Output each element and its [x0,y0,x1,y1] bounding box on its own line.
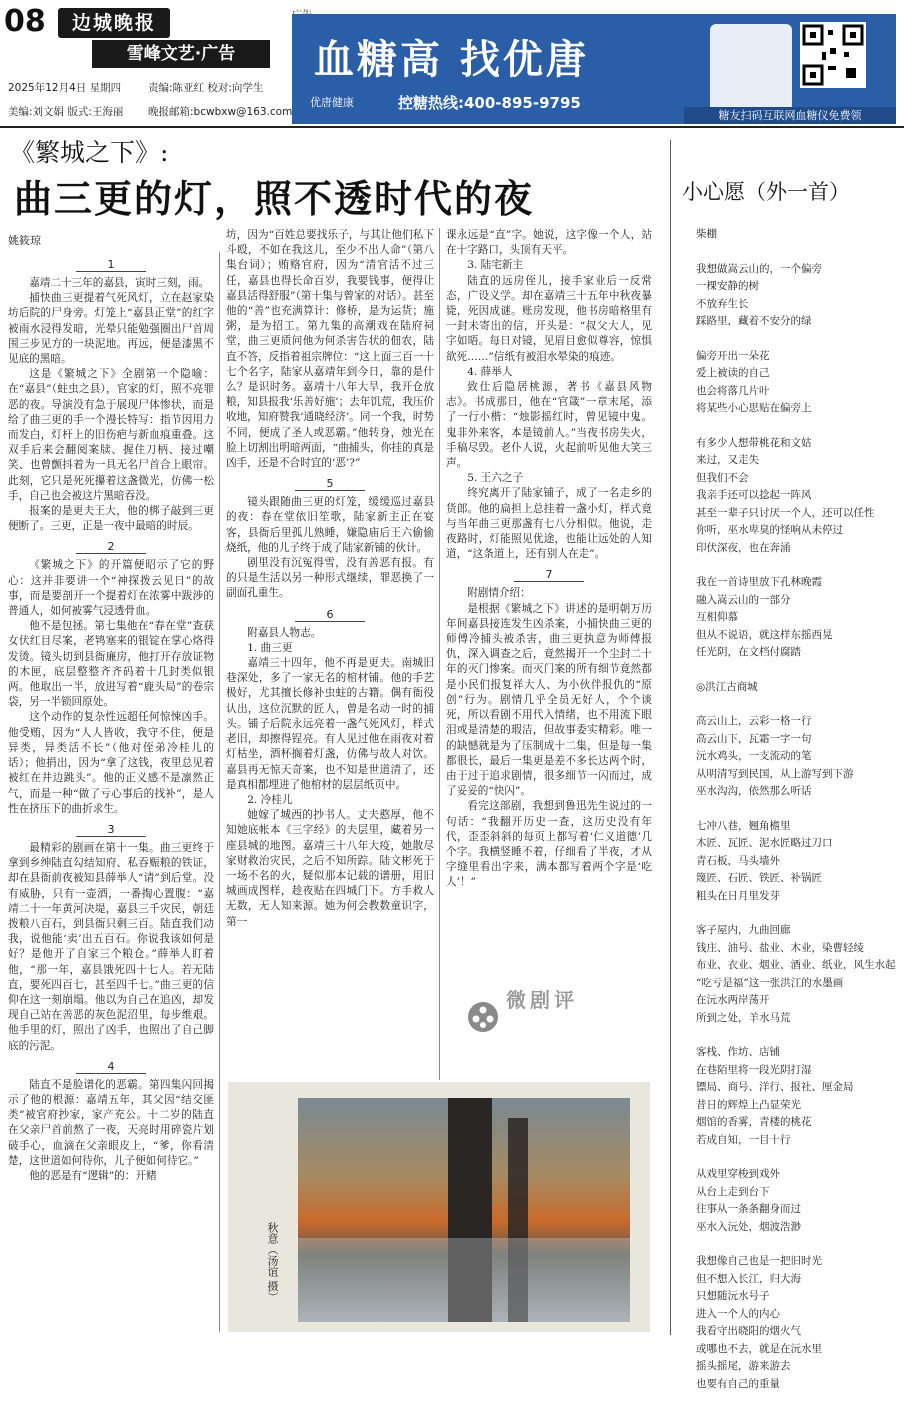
paragraph: 陆直的远房侄儿，接手家业后一反常态，广设义学。却在嘉靖三十五年中秋夜暴毙，死因成谜。账房发现，他书房暗格里有一封未寄出的信，开头是：“叔父大人，见字如晤。每日对镜，见眉目愈似尊容，惊惧欲死……”信纸有被泪水晕染的痕迹。 [446,274,652,363]
poem-stanza: 我想像自己也是一把旧时光 但不想入长江，归大海 只想随沅水号子 进入一个人的内心 我看守出晓阳的烟火气 或哪也不去，就是在沅水里 摇头摇尾，游来游去 也要有自己的重量 [696,1255,822,1390]
poem-stanza: 高云山上，云彩一格一行 高云山下，瓦霜一字一句 沅水鸡头，一支流动的笔 从明清写到民国，从上游写到下游 巫水沟沟，依然那么听话 [696,715,854,797]
column-divider [219,252,220,1332]
poem-body [696,226,896,1410]
micro-review-badge [466,984,616,1034]
poem-stanza: 客子屋内，九曲回廊 钱庄、油号、盐业、木业，染曹轻绫 布业、衣业、烟业、酒业、纸业，风生水起 “吃亏是福”这一张洪江的水墨画 在沅水两岸荡开 所到之处，羊水马荒 [696,924,896,1024]
article-column-1 [8,252,214,1332]
editor-line: 责编:陈亚红 校对:向学生 [148,82,264,94]
paragraph: 这个动作的复杂性远超任何惊悚凶手。他受贿，因为“人人皆收，我守不住，便是异类，异类活不长”（他对侄弟冷桂儿的话）；他捐出，因为“拿了这钱，夜里总见着被红在井边跳头”。他的正义感不是凛然正气，而是一种“做了亏心事后的找补”，是人性在挤压下的曲折求生。 [8,711,214,815]
poem-title: 小心愿（外一首） [682,180,850,204]
subheading: 1. 曲三更 [247,641,293,654]
series-title: 《繁城之下》: [10,138,169,167]
page-number: 08 [4,4,46,39]
paragraph: 他的恶是有“逻辑”的：开赌 [29,1169,157,1182]
section-number: 7 [514,568,584,582]
photo-block [228,1082,650,1332]
paragraph: 这是《繁城之下》全剧第一个隐喻：在“嘉县”（蛀虫之县），官家的灯，照不亮罪恶的夜。导演没有急于展现尸体惨状，而是给了曲三更的手一个漫长特写：指节因用力而发白，灯杆上的旧伤疤与新血痕重叠。这双手后来会翻阅案牍、握住刀柄、接过嘲笑、也曾颤抖着为一具无名尸首合上眼帘。此刻，它只是死死攥着这盏微光，仿佛一松手，自己也会被这片黑暗吞没。 [8,368,214,502]
qr-code-image[interactable] [800,22,866,88]
poem-stanza: 我在一首诗里放下孔林晚霞 融入嵩云山的一部分 互相仰慕 但从不说语，就这样东摇西晃 任光阴，在文档付腐踏 [696,576,833,658]
ad-tagline: 糖友扫码互联网血糖仪免费领 [684,107,896,124]
subheading: 附剧情介绍： [467,587,531,600]
paragraph: 致仕后隐居桃源，著书《嘉县风物志》。书成那日，他在“官箴”一章末尾，添了一行小楷：“烛影摇红时，曾见镜中鬼。鬼非外来客，本是镜前人。”当夜书房失火，手稿尽毁。老仆人说，火起前听见他大笑三声。 [446,381,652,470]
ad-title: 血糖高 找优唐 [314,37,589,83]
section-title: 雪峰文艺·广告 [92,40,270,68]
paragraph: 剧里没有沉冤得雪，没有善恶有报。有的只是生活以另一种形式继续，罪恶换了一副面孔重生。 [226,557,434,600]
poem-subtitle: ◎洪江古商城 [696,680,758,693]
ad-hotline: 控糖热线:400-895-9795 [398,94,581,112]
paragraph: 《繁城之下》的开篇便昭示了它的野心：这并非要讲一个“神探拨云见日”的故事，而是要剖开一个提着灯在浓雾中跋涉的普通人，如何被雾气浸透骨血。 [8,559,214,618]
paragraph: 坊，因为“百姓总要找乐子，与其让他们私下斗殴，不如在我这儿，至少不出人命”（第八集台词）；贿赂官府，因为“清官活不过三任，嘉县也得长命百岁，我要钱事，便得让嘉县活得舒服”（第十集与曾家的对话）。甚至他的“善”也充满算计：修桥，是为运货；施粥，是为招工。第九集的高潮戏在陆府祠堂，曲三更质问他为何杀害告状的佃农，陆直不答，反指着祖宗牌位：“这上面三百一十七个名字，陆家从嘉靖年到今日，靠的是什么？是识时务。嘉靖十八年大旱，我开仓放粮，知县报我‘乐善好施’；去年饥荒，我压价收地，知府赞我‘通晓经济’。同一个我，时势不同，便成了圣人或恶霸。”他转身，烛光在脸上切割出明暗两面，“曲捕头，你挂的真是凶手，还是不合时宜的‘恶’?” [226,229,434,470]
subheading: 5. 王六之子 [467,472,524,485]
header-rule [0,126,904,128]
section-number: 1 [76,258,146,272]
poem-stanza: 七冲八巷，翘角檐里 木匠、瓦匠、泥水匠略过刀口 青石板，马头墙外 篾匠、石匠、铁匠、补锅匠 粗头在日月里发芽 [696,819,833,902]
poem-stanza: 从戏里穿梭到戏外 从台上走到台下 往事从一条条翻身而过 巫水入沅处，烟波浩渺 [696,1168,801,1233]
paragraph: 最精彩的剧画在第十一集。曲三更终于拿到乡绅陆直勾结知府、私吞赈粮的铁证，却在县衙前夜被知县薛举人“请”到后堂。没有威胁，只有一壶酒，一番掏心置腹：“嘉靖二十一年黄河决堤，嘉县三千灾民，朝廷拨粮八百石，到县衙只剩三百。陆直我们动我，说他能‘卖’出五百石。你说我该如何是好？是他开了自家三个粮仓。”薛举人盯着他，“那一年，嘉县饿死四十七人。若无陆直，要死四百七，甚至四千七。”曲三更的信仰在这一刻崩塌。他以为自己在追凶，却发现自己站在善恶的灰色泥沼里，每步维艰。他手里的灯，照出了凶手，也照出了自己脚底的污泥。 [8,841,214,1052]
section-number: 2 [76,540,146,554]
poem-divider [670,140,671,1335]
paragraph: 终究离开了陆家铺子，成了一名走乡的货郎。他的扁担上总挂着一盏小灯，样式竟与当年曲三更那盏有七八分相似。他说，走夜路时，灯能照见优途，也能让远处的人知道，“这条道上，还有别人在走”。 [446,487,652,561]
issue-date: 2025年12月4日 星期四 [8,82,122,94]
paragraph: 镜头跟随曲三更的灯笼，缓缓巡过嘉县的夜：春在堂依旧笙歌，陆家新主正在宴客，县衙后里孤儿熟睡，嫌隐庙后王六偷偷烧纸，他的儿子终于成了陆家新铺的伙计。 [226,496,434,554]
newspaper-logo: 边城晚报 [58,8,170,38]
paragraph: 附嘉县人物志。 [247,626,322,639]
micro-review-label: 微剧评 [506,988,578,1012]
paragraph: 她嫁了城西的抄书人。丈夫憨厚，他不知她底帐本《三字经》的夫层里，藏着另一座县城的地图。嘉靖三十八年大疫，她散尽家财救治灾民，之后不知所踪。陆文彬死于一场不名的火，疑似那本记载的谱册，用旧城画成图样，趁夜贴在四城门下。方手救人无数，无人知来源。她为何会教数童识字，第一 [226,809,434,928]
paragraph: 嘉靖二十三年的嘉县，寅时三刻，雨。 [29,277,210,289]
poem-stanza: 客栈、作坊、店铺 在巷陌里将一段光阴打湿 镖局、商号、洋行、报社、厘金局 昔日的辉煌上凸显荣光 烟馆的香雾，青楼的桃花 若成自知，一目十行 [696,1046,854,1146]
paragraph: 捕快曲三更提着气死风灯，立在赵家染坊后院的尸身旁。灯笼上“嘉县正堂”的红字被雨水浸得发暗，光晕只能勉强圈出尸首周围三步见方的一块泥地。再远，便是漆黑不见底的黑暗。 [8,292,214,366]
section-number: 6 [295,608,365,622]
paragraph: 看完这部剧，我想到鲁迅先生说过的一句话：“我翻开历史一查，这历史没有年代，歪歪斜斜的每页上都写着‘仁义道德’几个字。我横竖睡不着，仔细看了半夜，才从字缝里看出字来，满本都写着两个字是‘吃人’！” [446,800,652,889]
paragraph: 他不是包拯。第七集他在“春在堂”查获女伏红目尽案，老鸨塞来的银锭在掌心烙得发烫。镜头切到县衙廉房，他打开存放证物的木匣，底层整整齐齐码着十几封类似银两。他取出一半，放进写着“鹿头局”的卷宗袋，另一半锁回原处。 [8,620,214,709]
paragraph: 课永远是“直”字。她说，这字像一个人，站在十字路口，头顶有天平。 [446,229,652,257]
photo-caption: 秋意（汤谊 摄） [266,1222,279,1303]
poem-author: 柴棚 [696,228,717,240]
glucose-meter-image [710,24,792,112]
paragraph: 报案的是更夫王大，他的梆子敲到三更便断了。三更，正是一夜中最暗的时辰。 [8,505,214,533]
section-number: 4 [76,1060,146,1074]
article-author: 姚筱琼 [8,234,41,247]
article-column-3 [446,228,652,978]
ad-brand: 优唐健康 [310,96,354,109]
email-line: 晚报邮箱:bcwbxw@163.com [148,106,293,118]
advertisement[interactable] [292,14,896,124]
poem-stanza: 有多少人想带桃花和文姑 来过，又走失 但我们不会 我亲手还可以捻起一阵风 甚至一辈子只讨厌一个人，还可以任性 你听，巫水卑臭的怪响从未停过 印伏深夜，也在奔涌 [696,436,875,554]
subheading: 4. 薛举人 [467,365,513,378]
article-headline: 曲三更的灯，照不透时代的夜 [14,177,535,221]
section-number: 3 [76,823,146,837]
poem-stanza: 我想做嵩云山的，一个偏旁 一棵安静的树 不放弃生长 踩路里，藏着不安分的绿 [696,262,822,327]
subheading: 3. 陆宅新主 [467,259,524,272]
column-divider [439,228,440,1080]
article-column-2 [226,228,434,1080]
subheading: 2. 冷桂儿 [247,793,293,806]
film-reel-icon [468,1002,498,1032]
paragraph: 嘉靖三十四年，他不再是更夫。南城旧巷深处，多了一家无名的棺材铺。他的手艺极好，尤其擅长修补虫蛀的古籍。偶有衙役认出，这位沉默的匠人，曾是名动一时的捕头。铺子后院永远亮着一盏气死风灯，样式老旧，却擦得锃亮。有人见过他在雨夜对着灯枯坐，酒杯搁着灯盏，仿佛与故人对饮。嘉县再无惊天奇案，也不知是世道清了，还是真相都埋进了他棺材的层层纸页中。 [226,657,434,791]
poem-stanza: 偏旁开出一朵花 爱上被读的自己 也会将落几片叶 将某些小心思贴在偏旁上 [696,349,812,414]
water-reflection [298,1238,630,1322]
staff-line: 美编:刘文娟 版式:王海丽 [8,106,124,118]
section-number: 5 [295,477,365,491]
autumn-tree-photo [298,1098,630,1322]
paragraph: 陆直不是脸谱化的恶霸。第四集闪回揭示了他的根源：嘉靖五年，其父因“结交匪类”被官府抄家，家产充公。十二岁的陆直在父亲尸首前熬了一夜，天亮时用碎瓷片划破手心，血滴在父亲眼皮上，“爹，你看清楚，这世道如何待你，儿子便如何待它。” [8,1078,214,1167]
paragraph: 是根据《繁城之下》讲述的是明朝万历年间嘉县接连发生凶杀案，小捕快曲三更的师傅冷捕头被杀害，曲三更执意为师傅报仇，深入调查之后，竟然揭开一个尘封二十年的灭门惨案。而灭门案的所有细节竟然都是小民们报复祥大人、为小伙伴报仇的“原创”行为。剧情几乎全员无好人，个个谈死，所以看剧不用代入情绪，也不用流下眼泪或是清楚的瑕洁，但故事委实精彩。唯一的缺憾就是为了压制成十二集，但是每一集都很长，最后一集更是差不多长达两个时，由于过于追求剧情，很多细节一闪而过，成了妥妥的“快闪”。 [446,602,652,798]
